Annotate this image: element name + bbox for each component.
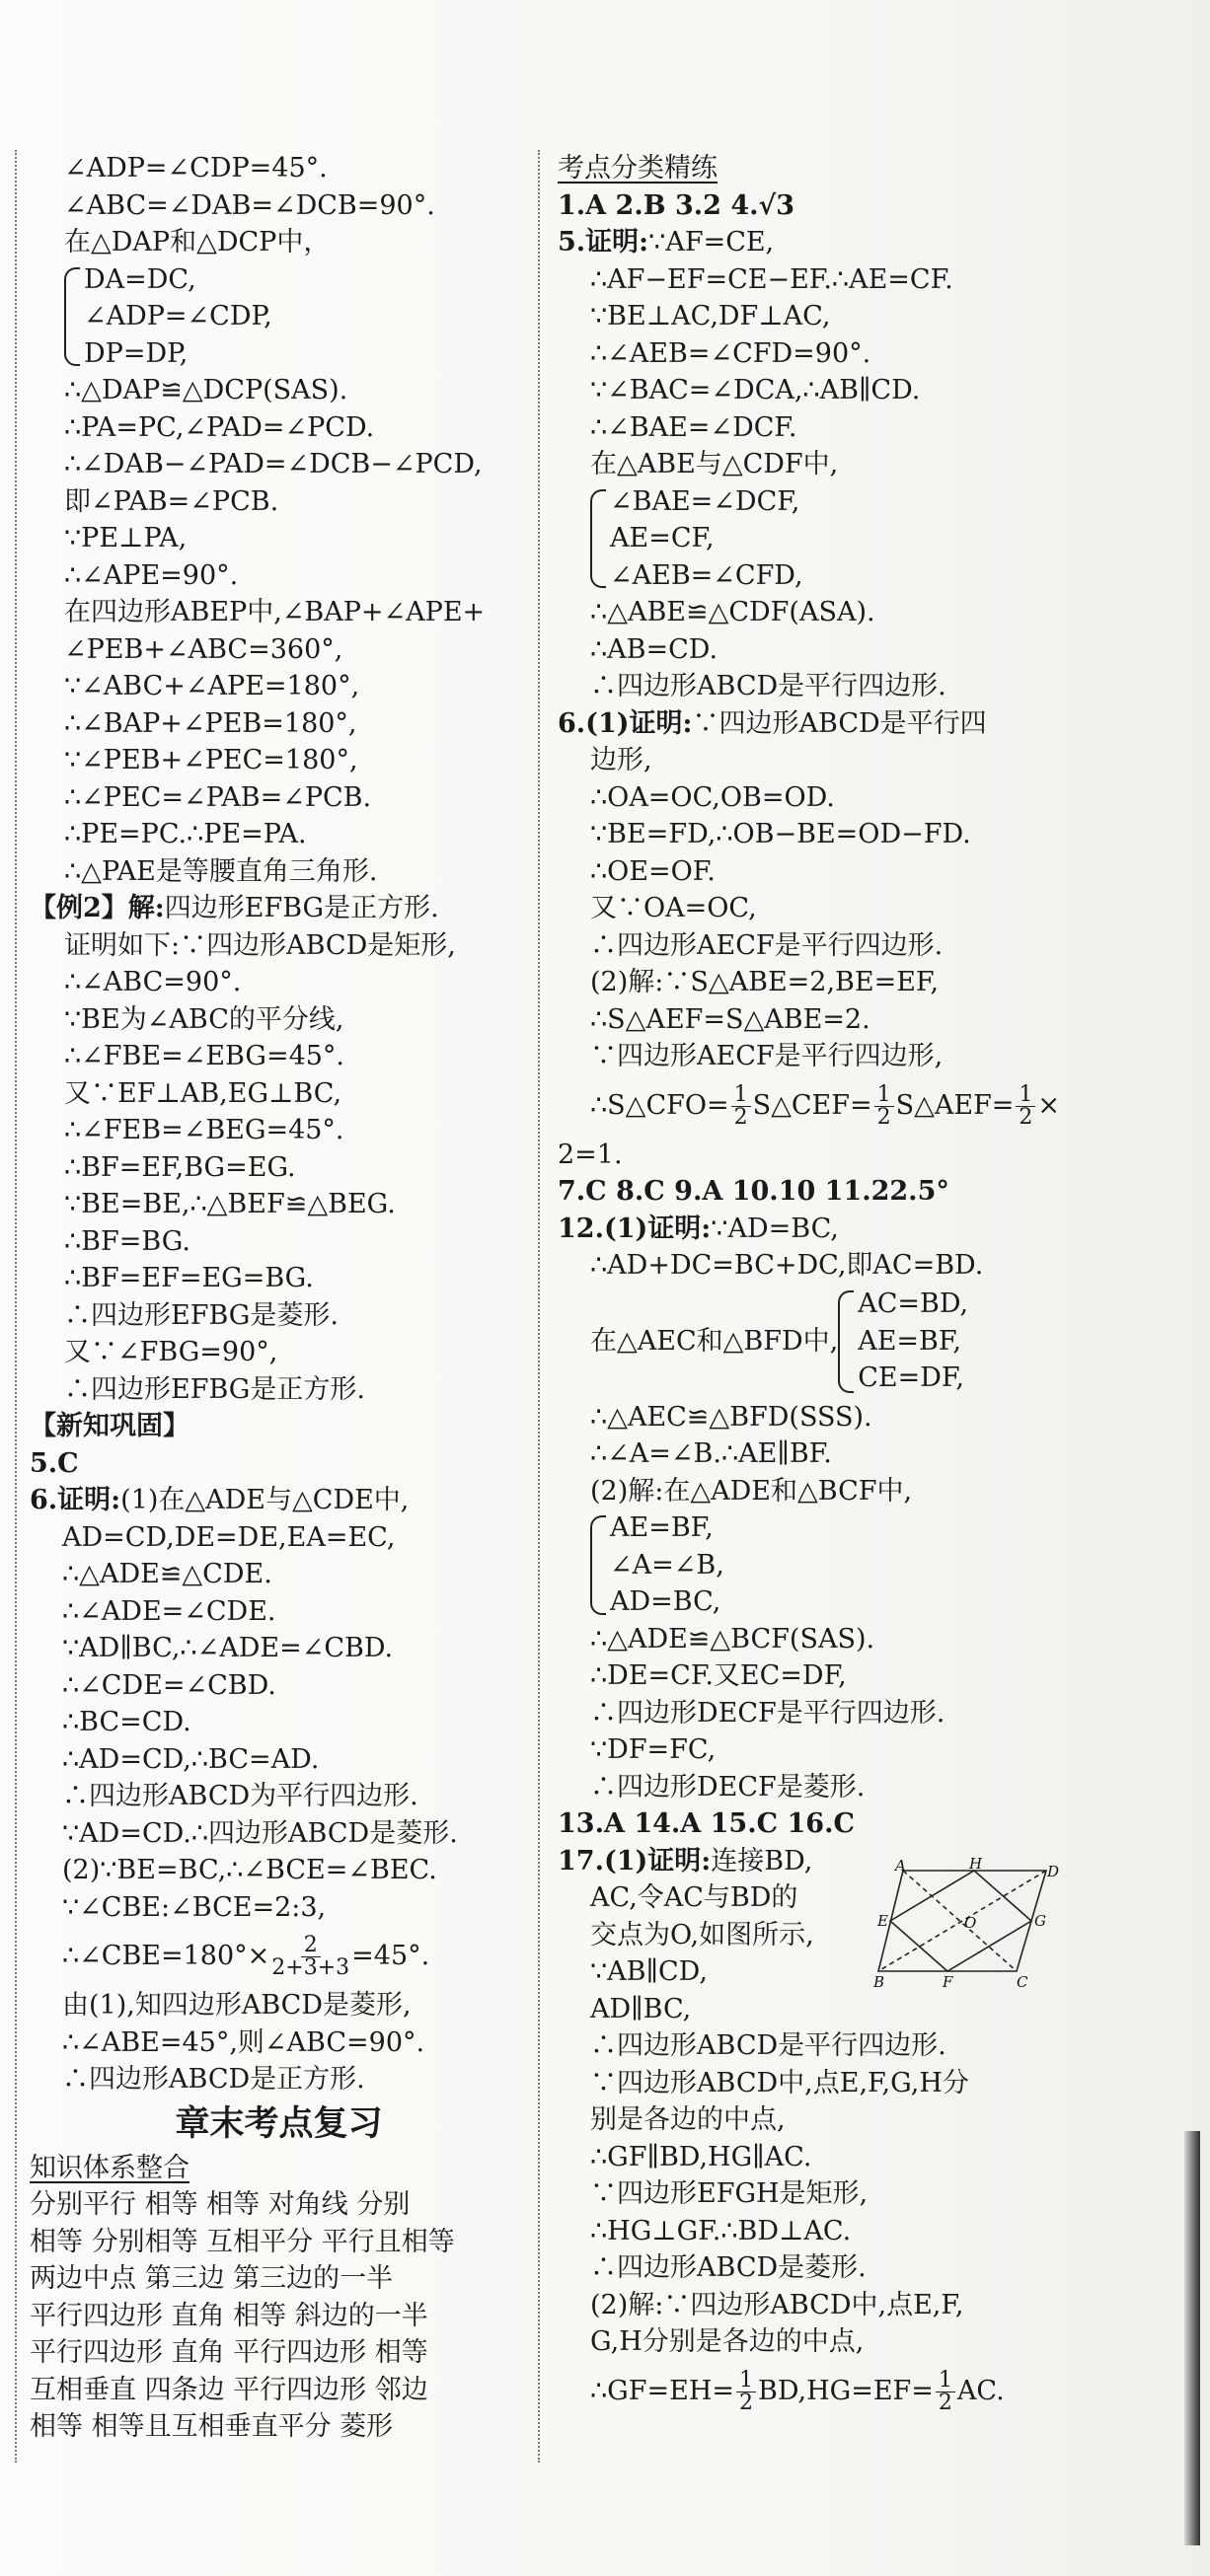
text-line: ∴∠CDE=∠CBD. [62,1669,276,1701]
text-line: 互相垂直 四条边 平行四边形 邻边 [30,2374,428,2405]
text-line: 边形, [590,745,652,775]
fraction [731,1081,751,1130]
left-column [30,150,528,2446]
fraction-denominator: 2+3+3 [271,1955,350,1980]
text-line: ∵∠ABC+∠APE=180°, [64,671,360,701]
text-line: ∴OE=OF. [590,855,716,887]
text-line: ∵四边形ABCD中,点E,F,G,H分 [590,2067,969,2098]
text-line: AC,令AC与BD的 [590,1882,798,1913]
fraction-denominator: 2 [733,1104,748,1130]
text-line: ∵BE⊥AC,DF⊥AC, [590,301,831,331]
text-line: ∴四边形DECF是菱形. [590,1771,866,1803]
text-line: ∴BC=CD. [62,1707,191,1737]
text-line: ∵AF=CE, [648,227,775,258]
text-line: ∵BE=FD,∴OB−BE=OD−FD. [590,819,971,849]
text-line: ∵∠BAC=∠DCA,∴AB∥CD. [590,375,921,405]
question-label: 6.(1)证明: [558,707,693,739]
text-line: ∠PEB+∠ABC=360°, [64,633,343,665]
text-line: ∵AD=BC, [711,1213,839,1244]
example-2-label: 【例2】解: [30,893,165,923]
text-line: ∴四边形ABCD是菱形. [590,2252,867,2283]
text-line: ∴BF=BG. [64,1225,190,1257]
text-line: ∠ABC=∠DAB=∠DCB=90°. [64,189,435,221]
text-line: AC. [956,2375,1005,2406]
text-line: 在△AEC和△BFD中, [590,1325,839,1357]
text-line: ∴∠AEB=∠CFD=90°. [590,337,871,369]
text-line: AD∥BC, [590,1993,692,2024]
figure-label: G [1034,1912,1046,1930]
text-line: 分别平行 相等 相等 对角线 分别 [30,2189,411,2220]
text-line: ∵四边形ABCD是平行四 [692,707,987,739]
column-divider [538,150,540,2463]
text-line: 别是各边的中点, [590,2104,786,2135]
text-line: (2)解:∵S△ABE=2,BE=EF, [590,967,940,997]
fraction-line [30,1926,528,1987]
text-line: ∴∠CBE=180°× [62,1941,270,1971]
text-line: ∴∠FBE=∠EBG=45°. [64,1041,345,1071]
chapter-title: 章末考点复习 [175,2103,383,2144]
text-line: ∵BE=BE,∴△BEF≌△BEG. [64,1189,396,1219]
text-line: ∴DE=CF.又EC=DF, [590,1660,847,1691]
fraction-numerator: 2 [301,1935,321,1957]
text-line: AE=BF, [858,1325,961,1357]
equation-system [558,1285,1066,1399]
text-line: 相等 相等且互相垂直平分 菱形 [30,2411,394,2442]
text-line: ∴△ABE≌△CDF(ASA). [590,597,875,627]
text-line: ∠ADP=∠CDP=45°. [64,153,328,184]
text-line: ∴S△AEF=S△ABE=2. [590,1003,870,1035]
fraction [736,2367,756,2415]
text-line: ∴四边形ABCD是平行四边形. [590,671,946,701]
text-line: ∵PE⊥PA, [64,523,188,553]
text-line: ∴四边形EFBG是正方形. [64,1373,365,1405]
text-line: ∴四边形ABCD为平行四边形. [62,1781,418,1811]
brace-icon [64,267,80,367]
text-line: ∠AEB=∠CFD, [610,559,803,591]
text-line: ∴AB=CD. [590,633,718,665]
equation-system [558,1509,1066,1621]
text-line: ∴∠A=∠B.∴AE∥BF. [590,1438,832,1469]
question-6 [30,1482,528,1519]
figure-label: F [943,1973,953,1991]
text-line: BD,HG=EF= [757,2375,934,2406]
text-line: ∴△AEC≌△BFD(SSS). [590,1401,872,1433]
fraction-numerator: 1 [936,2370,955,2392]
text-line: AE=CF, [610,523,715,553]
fraction [874,1081,894,1130]
text-line: S△AEF= [895,1089,1015,1121]
text-line: ∴BF=EF=EG=BG. [64,1263,314,1293]
text-line: × [1037,1089,1061,1121]
equation-system [558,483,1066,595]
left-margin-rule [15,150,17,2463]
section-title: 考点分类精练 [558,153,718,184]
text-line: ∴∠ABC=90°. [64,967,242,997]
text-line: 在四边形ABEP中,∠BAP+∠APE+ [64,597,486,627]
text-line: 又∵OA=OC, [590,893,757,923]
text-line: CE=DF, [858,1362,964,1394]
right-column [558,150,1066,2422]
text-line: 连接BD, [711,1845,813,1877]
text-line: 由(1),知四边形ABCD是菱形, [62,1990,412,2021]
text-line: 两边中点 第三边 第三边的一半 [30,2263,394,2294]
figure-label: H [969,1855,983,1873]
text-line: ∴四边形ABCD是平行四边形. [590,2030,946,2061]
text-line: 在△ABE与△CDF中, [590,449,839,479]
figure-label: O [964,1914,977,1932]
question-label: 12.(1)证明: [558,1213,712,1244]
text-line: ∴△ADE≌△BCF(SAS). [590,1623,875,1655]
text-line: 在△DAP和△DCP中， [64,227,331,258]
text-line: ∴OA=OC,OB=OD. [590,781,835,813]
fraction-denominator: 2 [738,2390,753,2415]
text-line: ∵AD=CD.∴四边形ABCD是菱形. [62,1817,458,1849]
text-line: G,H分别是各边的中点, [590,2326,865,2357]
figure-label: A [895,1857,906,1875]
text-line: ∴∠DAB−∠PAD=∠DCB−∠PCD, [64,449,483,479]
fraction-numerator: 1 [874,1084,894,1107]
answer-line: 5.C [30,1447,79,1479]
fraction-line [558,1075,1066,1137]
text-line: ∵四边形EFGH是矩形, [590,2178,869,2209]
question-5 [558,224,1066,261]
section-heading: 【新知巩固】 [30,1411,189,1441]
text-line: 即∠PAB=∠PCB. [64,485,279,517]
rhombus-figure [873,1855,1060,1991]
text-line: 又∵∠FBG=90°, [64,1337,278,1367]
text-line: ∴∠FEB=∠BEG=45°. [64,1115,344,1145]
text-line: =45°. [351,1941,430,1971]
text-line: ∴GF∥BD,HG∥AC. [590,2141,812,2172]
text-line: ∴△PAE是等腰直角三角形. [64,855,378,887]
fraction-denominator: 2 [1019,1104,1033,1130]
text-line: ∴四边形DECF是平行四边形. [590,1697,945,1729]
text-line: ∴∠BAP+∠PEB=180°, [64,707,357,739]
fraction-line [558,2361,1066,2422]
text-line: 平行四边形 直角 相等 斜边的一半 [30,2300,428,2331]
example-2-heading [30,890,528,927]
diagonal-ac [903,1871,1017,1971]
text-line: ∴△ADE≌△CDE. [62,1559,272,1589]
question-12 [558,1211,1066,1248]
fraction [1016,1081,1035,1130]
answer-line: 1.A 2.B 3.2 4.√3 [558,189,795,221]
text-line: ∠BAE=∠DCF, [610,485,800,517]
fraction-numerator: 1 [1016,1084,1035,1107]
text-line: AD=BC, [610,1586,721,1617]
text-line: ∠A=∠B, [610,1549,724,1581]
text-line: S△CEF= [752,1089,872,1121]
fraction [271,1935,349,1979]
text-line: ∴PA=PC,∠PAD=∠PCD. [64,411,375,443]
text-line: 平行四边形 直角 平行四边形 相等 [30,2337,428,2368]
fraction-denominator: 2 [876,1104,891,1130]
question-label: 5.证明: [558,227,649,258]
answer-line: 7.C 8.C 9.A 10.10 11.22.5° [558,1176,949,1207]
text-line: (1)在△ADE与△CDE中, [120,1485,410,1515]
text-line: 交点为O,如图所示, [590,1919,814,1950]
text-line: ∴△DAP≌△DCP(SAS). [64,375,348,405]
text-line: ∵∠CBE:∠BCE=2:3, [62,1891,327,1923]
figure-label: E [877,1912,888,1930]
page-edge-shadow [1184,2131,1200,2545]
text-line: ∴PE=PC.∴PE=PA. [64,819,307,849]
knowledge-title: 知识体系整合 [30,2152,189,2183]
text-line: DP=DP, [84,337,189,369]
text-line: DA=DC, [84,263,196,295]
text-line: 证明如下:∵四边形ABCD是矩形, [64,929,456,961]
text-line: (2)∵BE=BC,∴∠BCE=∠BEC. [62,1855,437,1885]
text-line: ∴∠BAE=∠DCF. [590,411,797,443]
brace-icon [590,1515,606,1615]
figure-label: B [873,1973,885,1991]
text-line: (2)解:∵四边形ABCD中,点E,F, [590,2289,964,2320]
text-line: ∵DF=FC, [590,1734,717,1765]
text-line: ∴BF=EF,BG=EG. [64,1151,296,1183]
text-line: AC=BD, [858,1288,969,1320]
text-line: ∴∠ABE=45°,则∠ABC=90°. [62,2026,425,2058]
text-line: ∠ADP=∠CDP, [84,301,272,331]
text-line: ∵∠PEB+∠PEC=180°, [64,745,358,775]
fraction-denominator: 2 [938,2390,952,2415]
text-line: AE=BF, [610,1512,714,1543]
fraction-numerator: 1 [736,2370,756,2392]
answer-line: 13.A 14.A 15.C 16.C [558,1808,855,1839]
text-line: ∵AD∥BC,∴∠ADE=∠CBD. [62,1633,394,1663]
brace-icon [590,489,606,589]
text-line: ∴S△CFO= [590,1089,729,1121]
text-line: ∴AD=CD,∴BC=AD. [62,1743,320,1775]
text-line: ∴四边形AECF是平行四边形. [590,929,944,961]
text-line: ∴四边形ABCD是正方形. [62,2064,365,2095]
text-line: ∴GF=EH= [590,2375,734,2406]
text-line: ∴∠APE=90°. [64,559,239,591]
text-line: ∵BE为∠ABC的平分线, [64,1003,344,1035]
text-line: ∴∠PEC=∠PAB=∠PCB. [64,781,372,813]
figure-label: D [1047,1863,1060,1880]
text-line: ∴∠ADE=∠CDE. [62,1595,276,1627]
text-line: ∴AD+DC=BC+DC,即AC=BD. [590,1250,984,1281]
figure-label: C [1017,1973,1028,1991]
text-line: ∴四边形EFBG是菱形. [64,1299,339,1331]
text-line: (2)解:在△ADE和△BCF中, [590,1475,913,1507]
text-line: 相等 分别相等 互相平分 平行且相等 [30,2226,455,2257]
text-line: 2=1. [558,1139,623,1170]
text-line: AD=CD,DE=DE,EA=EC, [62,1521,396,1553]
text-line: ∴AF−EF=CE−EF.∴AE=CF. [590,263,953,295]
question-6 [558,705,1066,743]
equation-system [30,261,528,373]
brace-icon [838,1290,854,1393]
text-line: ∴HG⊥GF.∴BD⊥AC. [590,2215,852,2246]
text-line: 又∵EF⊥AB,EG⊥BC, [64,1077,342,1109]
question-label: 6.证明: [30,1485,121,1515]
question-label: 17.(1)证明: [558,1845,712,1877]
text-line: 四边形EFBG是正方形. [164,893,439,923]
text-line: ∵四边形AECF是平行四边形, [590,1041,944,1071]
text-line: ∵AB∥CD, [590,1956,708,1987]
fraction [936,2367,955,2415]
fraction-numerator: 1 [731,1084,751,1107]
